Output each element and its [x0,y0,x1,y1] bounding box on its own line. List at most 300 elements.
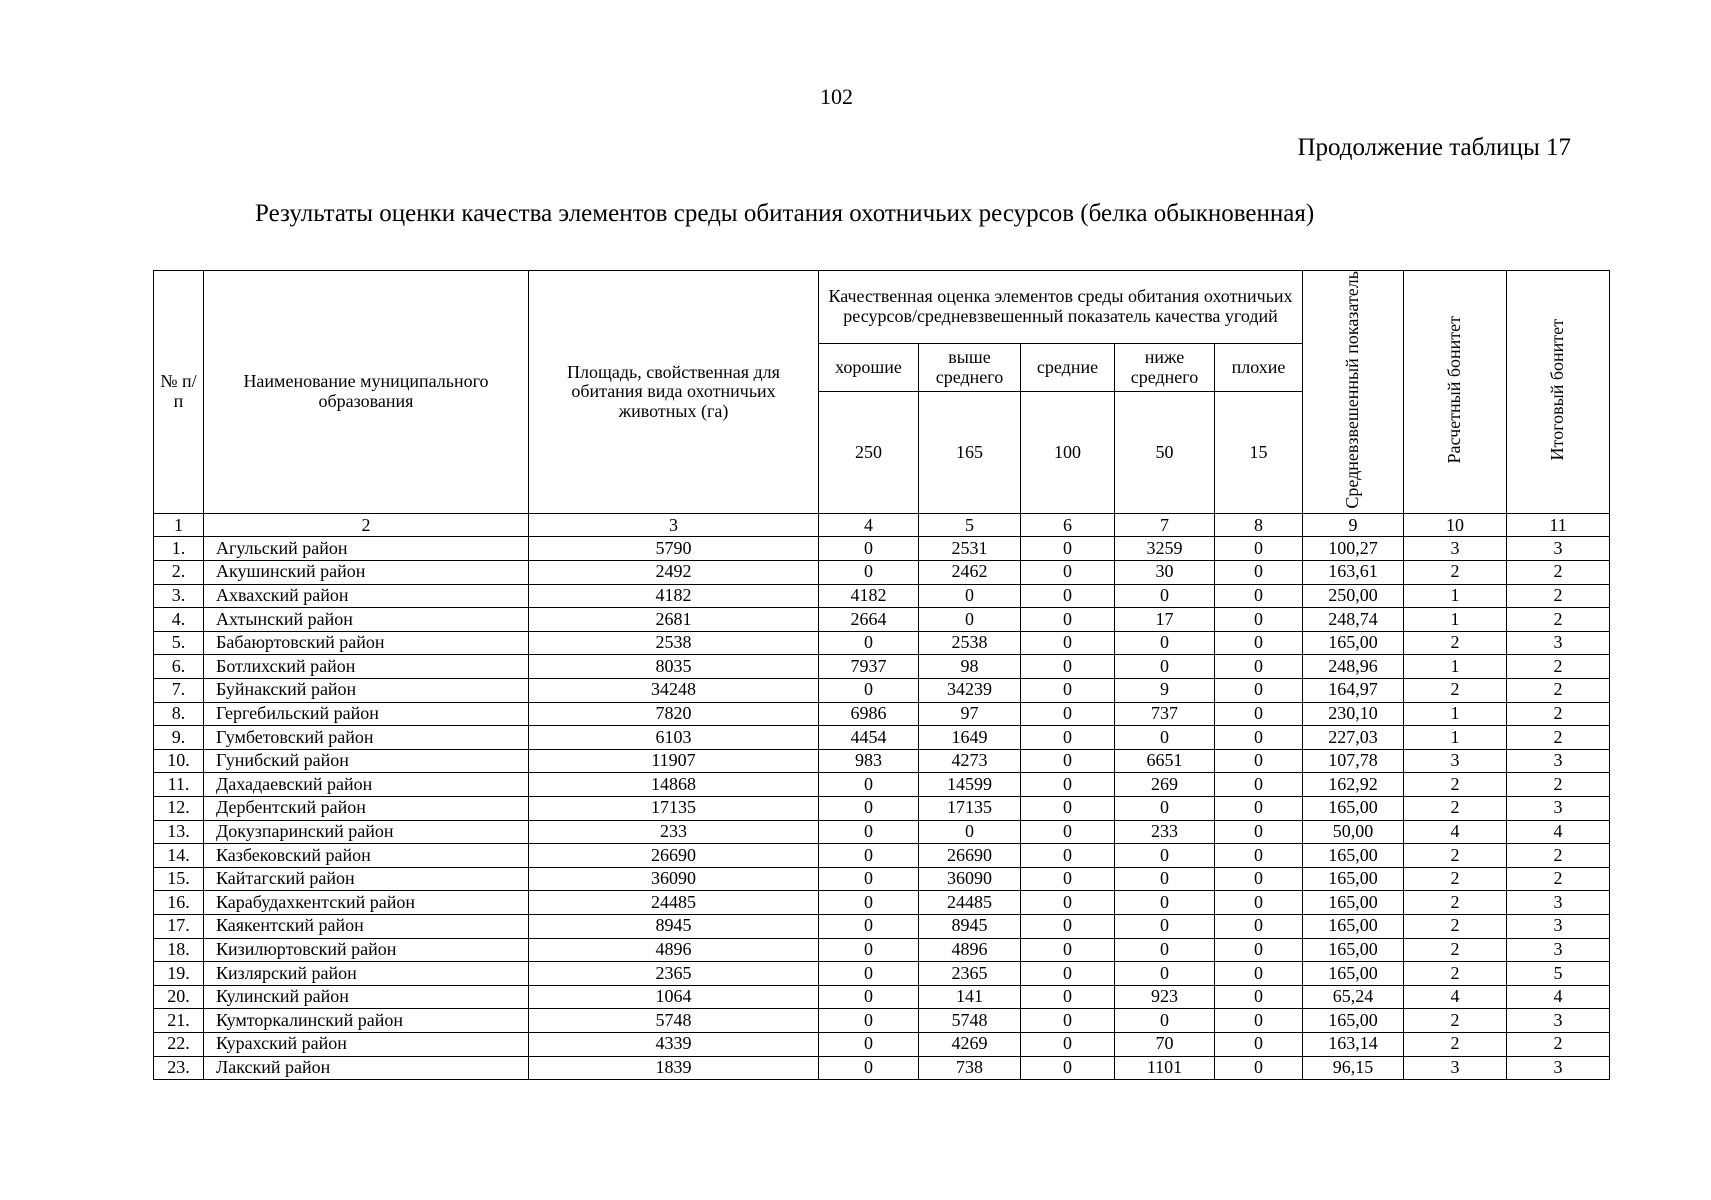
district-name: Карабудахкентский район [204,891,529,915]
habitat-area: 11907 [529,749,819,773]
calculated-bonitet: 2 [1404,938,1507,962]
table-row [154,1009,1610,1033]
row-number: 9. [154,726,204,750]
habitat-area: 24485 [529,891,819,915]
habitat-area: 36090 [529,867,819,891]
calculated-bonitet: 3 [1404,749,1507,773]
table-row [154,962,1610,986]
habitat-area: 2681 [529,608,819,632]
district-name: Гунибский район [204,749,529,773]
row-number: 16. [154,891,204,915]
poor-area: 0 [1215,726,1303,750]
average-area: 0 [1021,584,1115,608]
below-average-area: 0 [1115,867,1215,891]
column-number: 4 [819,514,919,537]
weighted-index: 165,00 [1303,844,1404,868]
district-name: Кулинский район [204,985,529,1009]
calculated-bonitet: 1 [1404,702,1507,726]
below-average-area: 737 [1115,702,1215,726]
table-row [154,867,1610,891]
table-row [154,891,1610,915]
weighted-index: 227,03 [1303,726,1404,750]
calculated-bonitet: 1 [1404,655,1507,679]
row-number: 20. [154,985,204,1009]
calculated-bonitet: 3 [1404,1056,1507,1080]
calculated-bonitet: 2 [1404,561,1507,585]
good-area: 0 [819,844,919,868]
table-row [154,773,1610,797]
weighted-index: 96,15 [1303,1056,1404,1080]
above-average-area: 5748 [919,1009,1021,1033]
average-area: 0 [1021,820,1115,844]
weighted-index: 248,74 [1303,608,1404,632]
header-below-average: ниже среднего [1115,343,1215,391]
habitat-area: 233 [529,820,819,844]
table-row [154,796,1610,820]
good-area: 4182 [819,584,919,608]
row-number: 13. [154,820,204,844]
habitat-area: 8945 [529,914,819,938]
final-bonitet: 2 [1507,608,1610,632]
below-average-area: 923 [1115,985,1215,1009]
weighted-index: 165,00 [1303,891,1404,915]
calculated-bonitet: 1 [1404,608,1507,632]
average-area: 0 [1021,914,1115,938]
weight-good: 250 [819,392,919,514]
poor-area: 0 [1215,820,1303,844]
weighted-index: 165,00 [1303,962,1404,986]
poor-area: 0 [1215,891,1303,915]
header-calc-bonitet-label: Расчетный бонитет [1444,316,1465,464]
row-number: 19. [154,962,204,986]
poor-area: 0 [1215,796,1303,820]
above-average-area: 0 [919,584,1021,608]
average-area: 0 [1021,938,1115,962]
habitat-area: 5790 [529,537,819,561]
below-average-area: 6651 [1115,749,1215,773]
above-average-area: 2531 [919,537,1021,561]
final-bonitet: 3 [1507,891,1610,915]
column-number: 2 [204,514,529,537]
above-average-area: 738 [919,1056,1021,1080]
row-number: 1. [154,537,204,561]
above-average-area: 36090 [919,867,1021,891]
poor-area: 0 [1215,584,1303,608]
continuation-label: Продолжение таблицы 17 [1297,134,1571,161]
habitat-area: 2365 [529,962,819,986]
calculated-bonitet: 1 [1404,726,1507,750]
final-bonitet: 3 [1507,1056,1610,1080]
habitat-area: 1839 [529,1056,819,1080]
calculated-bonitet: 1 [1404,584,1507,608]
poor-area: 0 [1215,773,1303,797]
poor-area: 0 [1215,1009,1303,1033]
good-area: 0 [819,891,919,915]
above-average-area: 2462 [919,561,1021,585]
table-row [154,608,1610,632]
district-name: Гумбетовский район [204,726,529,750]
final-bonitet: 3 [1507,749,1610,773]
row-number: 3. [154,584,204,608]
row-number: 6. [154,655,204,679]
district-name: Докузпаринский район [204,820,529,844]
below-average-area: 0 [1115,914,1215,938]
poor-area: 0 [1215,914,1303,938]
above-average-area: 0 [919,820,1021,844]
calculated-bonitet: 2 [1404,1032,1507,1056]
final-bonitet: 2 [1507,655,1610,679]
above-average-area: 4896 [919,938,1021,962]
above-average-area: 97 [919,702,1021,726]
average-area: 0 [1021,844,1115,868]
good-area: 6986 [819,702,919,726]
district-name: Ботлихский район [204,655,529,679]
below-average-area: 70 [1115,1032,1215,1056]
weighted-index: 165,00 [1303,796,1404,820]
row-number: 15. [154,867,204,891]
column-number: 7 [1115,514,1215,537]
good-area: 0 [819,962,919,986]
final-bonitet: 2 [1507,584,1610,608]
weighted-index: 165,00 [1303,1009,1404,1033]
page-number: 102 [820,84,853,109]
final-bonitet: 2 [1507,702,1610,726]
final-bonitet: 3 [1507,914,1610,938]
habitat-area: 1064 [529,985,819,1009]
below-average-area: 0 [1115,726,1215,750]
weighted-index: 162,92 [1303,773,1404,797]
good-area: 0 [819,773,919,797]
row-number: 11. [154,773,204,797]
header-final-bonitet [1507,271,1610,514]
above-average-area: 98 [919,655,1021,679]
calculated-bonitet: 2 [1404,844,1507,868]
final-bonitet: 2 [1507,867,1610,891]
poor-area: 0 [1215,1056,1303,1080]
above-average-area: 2538 [919,631,1021,655]
below-average-area: 0 [1115,631,1215,655]
above-average-area: 14599 [919,773,1021,797]
habitat-area: 26690 [529,844,819,868]
good-area: 2664 [819,608,919,632]
above-average-area: 17135 [919,796,1021,820]
weighted-index: 100,27 [1303,537,1404,561]
average-area: 0 [1021,891,1115,915]
average-area: 0 [1021,796,1115,820]
good-area: 0 [819,631,919,655]
district-name: Курахский район [204,1032,529,1056]
header-weighted [1303,271,1404,514]
final-bonitet: 3 [1507,1009,1610,1033]
weighted-index: 165,00 [1303,938,1404,962]
final-bonitet: 2 [1507,726,1610,750]
weight-poor: 15 [1215,392,1303,514]
below-average-area: 0 [1115,891,1215,915]
poor-area: 0 [1215,631,1303,655]
header-area: Площадь, свойственная для обитания вида охотничьих животных (га) [529,271,819,514]
average-area: 0 [1021,773,1115,797]
habitat-area: 5748 [529,1009,819,1033]
header-num: № п/п [154,271,204,514]
calculated-bonitet: 2 [1404,679,1507,703]
district-name: Кизлярский район [204,962,529,986]
column-number: 1 [154,514,204,537]
good-area: 0 [819,796,919,820]
calculated-bonitet: 2 [1404,631,1507,655]
average-area: 0 [1021,537,1115,561]
table-row [154,938,1610,962]
below-average-area: 0 [1115,796,1215,820]
row-number: 21. [154,1009,204,1033]
above-average-area: 4269 [919,1032,1021,1056]
below-average-area: 0 [1115,584,1215,608]
above-average-area: 8945 [919,914,1021,938]
row-number: 8. [154,702,204,726]
poor-area: 0 [1215,1032,1303,1056]
habitat-area: 8035 [529,655,819,679]
header-poor: плохие [1215,343,1303,391]
weighted-index: 165,00 [1303,631,1404,655]
poor-area: 0 [1215,985,1303,1009]
final-bonitet: 4 [1507,985,1610,1009]
poor-area: 0 [1215,702,1303,726]
header-above-average: выше среднего [919,343,1021,391]
below-average-area: 233 [1115,820,1215,844]
table-row [154,749,1610,773]
weighted-index: 250,00 [1303,584,1404,608]
above-average-area: 0 [919,608,1021,632]
final-bonitet: 2 [1507,561,1610,585]
header-quality-group: Качественная оценка элементов среды обитания охотничьих ресурсов/средневзвешенный показатель качества угодий [819,271,1303,344]
district-name: Кизилюртовский район [204,938,529,962]
column-numbers-row [154,514,1610,537]
row-number: 4. [154,608,204,632]
row-number: 7. [154,679,204,703]
table-row [154,584,1610,608]
below-average-area: 0 [1115,844,1215,868]
table-row [154,561,1610,585]
above-average-area: 34239 [919,679,1021,703]
below-average-area: 3259 [1115,537,1215,561]
table-row [154,820,1610,844]
above-average-area: 24485 [919,891,1021,915]
good-area: 0 [819,679,919,703]
table-row [154,702,1610,726]
below-average-area: 0 [1115,962,1215,986]
row-number: 10. [154,749,204,773]
below-average-area: 17 [1115,608,1215,632]
weighted-index: 164,97 [1303,679,1404,703]
table-row [154,655,1610,679]
calculated-bonitet: 2 [1404,796,1507,820]
column-number: 9 [1303,514,1404,537]
poor-area: 0 [1215,561,1303,585]
header-good: хорошие [819,343,919,391]
good-area: 0 [819,1056,919,1080]
good-area: 0 [819,914,919,938]
district-name: Ахтынский район [204,608,529,632]
column-number: 6 [1021,514,1115,537]
below-average-area: 9 [1115,679,1215,703]
average-area: 0 [1021,702,1115,726]
header-final-bonitet-label: Итоговый бонитет [1547,319,1568,461]
district-name: Буйнакский район [204,679,529,703]
final-bonitet: 3 [1507,938,1610,962]
row-number: 14. [154,844,204,868]
below-average-area: 269 [1115,773,1215,797]
table-row [154,1056,1610,1080]
good-area: 0 [819,938,919,962]
good-area: 983 [819,749,919,773]
header-calc-bonitet [1404,271,1507,514]
district-name: Акушинский район [204,561,529,585]
habitat-area: 14868 [529,773,819,797]
final-bonitet: 2 [1507,844,1610,868]
row-number: 18. [154,938,204,962]
poor-area: 0 [1215,867,1303,891]
calculated-bonitet: 4 [1404,985,1507,1009]
good-area: 0 [819,985,919,1009]
weighted-index: 230,10 [1303,702,1404,726]
district-name: Гергебильский район [204,702,529,726]
poor-area: 0 [1215,962,1303,986]
row-number: 5. [154,631,204,655]
poor-area: 0 [1215,608,1303,632]
column-number: 3 [529,514,819,537]
weighted-index: 65,24 [1303,985,1404,1009]
row-number: 17. [154,914,204,938]
poor-area: 0 [1215,938,1303,962]
good-area: 0 [819,1009,919,1033]
average-area: 0 [1021,631,1115,655]
weighted-index: 165,00 [1303,914,1404,938]
table-row [154,537,1610,561]
final-bonitet: 2 [1507,1032,1610,1056]
habitat-area: 7820 [529,702,819,726]
average-area: 0 [1021,608,1115,632]
row-number: 23. [154,1056,204,1080]
calculated-bonitet: 3 [1404,537,1507,561]
district-name: Каякентский район [204,914,529,938]
calculated-bonitet: 2 [1404,867,1507,891]
habitat-area: 2492 [529,561,819,585]
calculated-bonitet: 2 [1404,1009,1507,1033]
table-row [154,631,1610,655]
column-number: 8 [1215,514,1303,537]
district-name: Казбековский район [204,844,529,868]
row-number: 12. [154,796,204,820]
poor-area: 0 [1215,537,1303,561]
below-average-area: 1101 [1115,1056,1215,1080]
calculated-bonitet: 2 [1404,962,1507,986]
weighted-index: 163,14 [1303,1032,1404,1056]
above-average-area: 141 [919,985,1021,1009]
above-average-area: 26690 [919,844,1021,868]
table-row [154,985,1610,1009]
good-area: 0 [819,537,919,561]
calculated-bonitet: 4 [1404,820,1507,844]
good-area: 0 [819,1032,919,1056]
poor-area: 0 [1215,844,1303,868]
column-number: 5 [919,514,1021,537]
weight-average: 100 [1021,392,1115,514]
weight-below-average: 50 [1115,392,1215,514]
below-average-area: 0 [1115,1009,1215,1033]
final-bonitet: 3 [1507,796,1610,820]
average-area: 0 [1021,561,1115,585]
above-average-area: 4273 [919,749,1021,773]
poor-area: 0 [1215,749,1303,773]
district-name: Кумторкалинский район [204,1009,529,1033]
final-bonitet: 3 [1507,631,1610,655]
poor-area: 0 [1215,679,1303,703]
column-number: 10 [1404,514,1507,537]
table-title: Результаты оценки качества элементов среды обитания охотничьих ресурсов (белка обыкновенная) [255,200,1315,227]
row-number: 2. [154,561,204,585]
below-average-area: 0 [1115,655,1215,679]
good-area: 0 [819,820,919,844]
habitat-area: 34248 [529,679,819,703]
average-area: 0 [1021,1056,1115,1080]
below-average-area: 0 [1115,938,1215,962]
weighted-index: 107,78 [1303,749,1404,773]
district-name: Дахадаевский район [204,773,529,797]
final-bonitet: 3 [1507,537,1610,561]
average-area: 0 [1021,1009,1115,1033]
weight-above-average: 165 [919,392,1021,514]
calculated-bonitet: 2 [1404,914,1507,938]
table-row [154,726,1610,750]
table-row [154,844,1610,868]
calculated-bonitet: 2 [1404,891,1507,915]
above-average-area: 2365 [919,962,1021,986]
average-area: 0 [1021,962,1115,986]
below-average-area: 30 [1115,561,1215,585]
average-area: 0 [1021,985,1115,1009]
table-row [154,679,1610,703]
poor-area: 0 [1215,655,1303,679]
district-name: Кайтагский район [204,867,529,891]
column-number: 11 [1507,514,1610,537]
habitat-area: 4896 [529,938,819,962]
final-bonitet: 5 [1507,962,1610,986]
good-area: 0 [819,867,919,891]
average-area: 0 [1021,867,1115,891]
district-name: Агульский район [204,537,529,561]
header-average: средние [1021,343,1115,391]
header-name: Наименование муниципального образования [204,271,529,514]
average-area: 0 [1021,679,1115,703]
row-number: 22. [154,1032,204,1056]
habitat-area: 4182 [529,584,819,608]
district-name: Ахвахский район [204,584,529,608]
header-weighted-label: Средневзвешенный показатель [1342,271,1363,509]
habitat-area: 2538 [529,631,819,655]
good-area: 7937 [819,655,919,679]
average-area: 0 [1021,1032,1115,1056]
habitat-quality-table [153,270,1610,1080]
table-row [154,1032,1610,1056]
final-bonitet: 2 [1507,773,1610,797]
above-average-area: 1649 [919,726,1021,750]
calculated-bonitet: 2 [1404,773,1507,797]
good-area: 0 [819,561,919,585]
average-area: 0 [1021,749,1115,773]
weighted-index: 163,61 [1303,561,1404,585]
district-name: Бабаюртовский район [204,631,529,655]
average-area: 0 [1021,655,1115,679]
weighted-index: 165,00 [1303,867,1404,891]
